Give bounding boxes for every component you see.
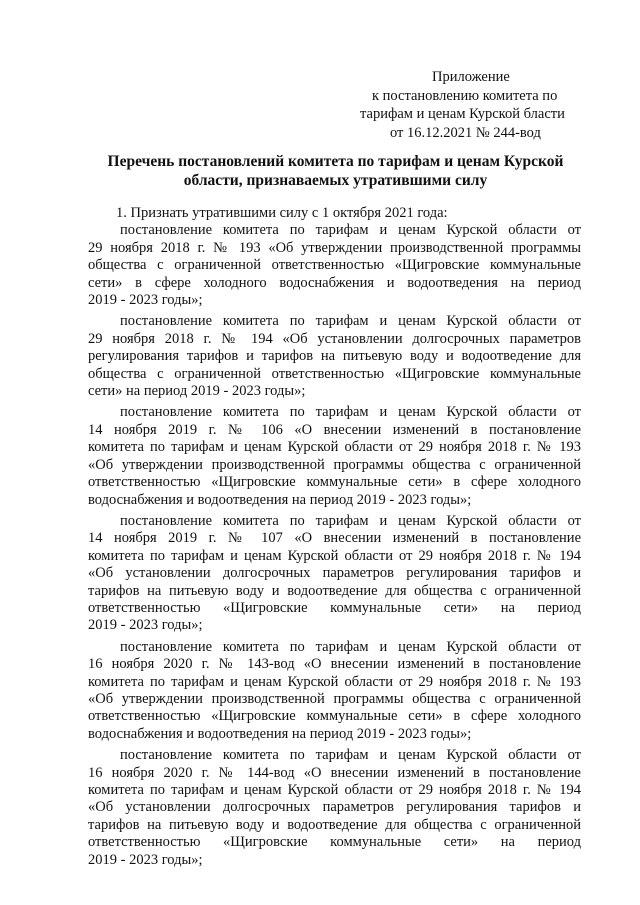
resolution-line: постановление комитета по тарифам и ценам Курской области от	[120, 222, 581, 239]
resolution-line: 16 ноября 2020 г. № 144-вод «О внесении изменений в постановление	[88, 764, 581, 781]
resolution-line: 2019 - 2023 годы»;	[88, 617, 203, 634]
resolution-line: сети» в сфере холодного водоснабжения и водоотведения на период	[88, 274, 581, 291]
resolution-item	[88, 513, 581, 635]
resolution-list	[88, 222, 581, 869]
resolution-line: 2019 - 2023 годы»;	[88, 292, 203, 309]
document-body	[88, 205, 581, 873]
resolution-line: «Об утверждении производственной программы общества с ограниченной	[88, 456, 581, 473]
resolution-line: 29 ноября 2018 г. № 194 «Об установлении долгосрочных параметров	[88, 330, 581, 347]
resolution-line: 2019 - 2023 годы»;	[88, 851, 203, 868]
resolution-line: ответственностью «Щигровские коммунальные сети» на период	[88, 599, 581, 616]
resolution-line: 14 ноября 2019 г. № 107 «О внесении изменений в постановление	[88, 530, 581, 547]
resolution-line: «Об установлении долгосрочных параметров регулирования тарифов и	[88, 799, 581, 816]
resolution-line: 16 ноября 2020 г. № 143-вод «О внесении изменений в постановление	[88, 656, 581, 673]
resolution-line: ответственностью «Щигровские коммунальные сети» в сфере холодного	[88, 708, 581, 725]
document-title	[88, 152, 583, 190]
resolution-line: тарифов на питьевую воду и водоотведение для общества с ограниченной	[88, 816, 581, 833]
title-line: Перечень постановлений комитета по тарифам и ценам Курской	[107, 153, 564, 170]
list-item-heading: 1. Признать утратившими силу с 1 октября 2021 года:	[116, 205, 448, 221]
resolution-line: комитета по тарифам и ценам Курской области от 29 ноября 2018 г. № 193	[88, 673, 581, 690]
appendix-label: Приложение	[432, 69, 510, 85]
resolution-item	[88, 747, 581, 869]
resolution-line: комитета по тарифам и ценам Курской области от 29 ноября 2018 г. № 194	[88, 782, 581, 798]
resolution-line: водоснабжения и водоотведения на период 2019 - 2023 годы»;	[88, 491, 472, 508]
appendix-line: к постановлению комитета по	[372, 87, 558, 104]
resolution-line: постановление комитета по тарифам и ценам Курской области от	[120, 313, 581, 330]
appendix-date-number: от 16.12.2021 № 244-вод	[390, 124, 541, 141]
resolution-item	[88, 313, 581, 400]
resolution-item	[88, 404, 581, 508]
resolution-line: регулирования тарифов и тарифов на питьевую воду и водоотведение для	[88, 348, 581, 365]
resolution-line: общества с ограниченной ответственностью «Щигровские коммунальные	[88, 257, 581, 274]
resolution-line: комитета по тарифам и ценам Курской области от 29 ноября 2018 г. № 194	[88, 547, 581, 564]
resolution-line: сети» на период 2019 - 2023 годы»;	[88, 383, 306, 400]
appendix-line: тарифам и ценам Курской бласти	[360, 106, 565, 122]
resolution-item	[88, 639, 581, 743]
resolution-line: ответственностью «Щигровские коммунальные сети» в сфере холодного	[88, 474, 581, 491]
resolution-line: тарифов на питьевую воду и водоотведение для общества с ограниченной	[88, 582, 581, 599]
resolution-item	[88, 222, 581, 309]
resolution-line: «Об утверждении производственной программы общества с ограниченной	[88, 690, 581, 707]
appendix-header	[360, 68, 590, 142]
resolution-line: 14 ноября 2019 г. № 106 «О внесении изменений в постановление	[88, 421, 581, 438]
resolution-line: постановление комитета по тарифам и ценам Курской области от	[120, 512, 581, 529]
resolution-line: водоснабжения и водоотведения на период 2019 - 2023 годы»;	[88, 725, 472, 742]
resolution-line: комитета по тарифам и ценам Курской области от 29 ноября 2018 г. № 193	[88, 439, 581, 456]
resolution-line: 29 ноября 2018 г. № 193 «Об утверждении производственной программы	[88, 239, 581, 256]
resolution-line: постановление комитета по тарифам и ценам Курской области от	[120, 747, 581, 764]
title-line: области, признаваемых утратившими силу	[183, 172, 488, 189]
resolution-line: ответственностью «Щигровские коммунальные сети» на период	[88, 834, 581, 851]
resolution-line: постановление комитета по тарифам и ценам Курской области от	[120, 638, 581, 655]
resolution-line: общества с ограниченной ответственностью «Щигровские коммунальные	[88, 365, 581, 382]
resolution-line: «Об установлении долгосрочных параметров регулирования тарифов и	[88, 565, 581, 582]
resolution-line: постановление комитета по тарифам и ценам Курской области от	[120, 404, 581, 421]
